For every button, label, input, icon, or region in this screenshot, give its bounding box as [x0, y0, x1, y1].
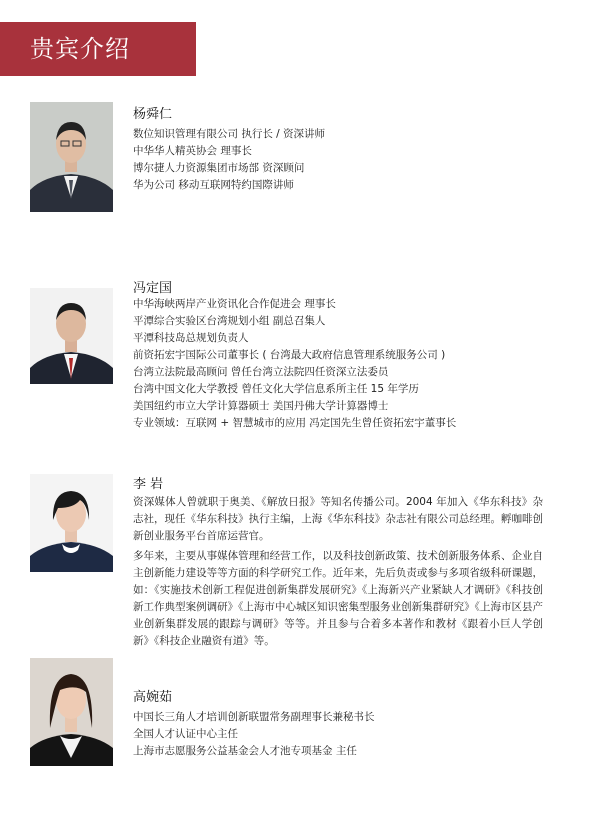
guest-photo — [30, 658, 113, 766]
detail-line: 华为公司 移动互联网特约国際讲师 — [133, 179, 294, 191]
guest-photo — [30, 288, 113, 384]
portrait-image — [30, 288, 113, 384]
detail-line: 台湾立法院最高顾问 曾任台湾立法院四任资深立法委员 — [133, 366, 389, 378]
detail-line: 平潭综合实验区台湾规划小组 副总召集人 — [133, 315, 326, 327]
detail-line: 美国纽约市立大学计算器硕士 美国丹佛大学计算器博士 — [133, 400, 389, 412]
header-banner — [0, 22, 196, 76]
portrait-image — [30, 658, 113, 766]
detail-line: 中华华人精英协会 理事长 — [133, 145, 252, 157]
guest-photo — [30, 102, 113, 212]
detail-line: 全国人才认证中心主任 — [133, 728, 238, 740]
guest-name: 高婉茹 — [133, 690, 173, 705]
detail-line: 中国长三角人才培训创新联盟常务副理事长兼秘书长 — [133, 711, 375, 723]
guest-details — [133, 494, 563, 653]
guest-details — [133, 296, 563, 432]
detail-line: 专业领域：互联网 + 智慧城市的应用 冯定国先生曾任资拓宏宇董事长 — [133, 417, 457, 429]
guest-details — [133, 709, 563, 760]
guest-photo — [30, 474, 113, 572]
detail-line: 台湾中国文化大学教授 曾任文化大学信息系所主任 15 年学历 — [133, 383, 419, 395]
detail-paragraph: 多年来，主要从事媒体管理和经营工作，以及科技创新政策、技术创新服务体系、企业自主创新能力建设等等方面的科学研究工作。近年来，先后负责或参与多项省级科研课题，如：《实施技术创新工程促进创新集群发展研究》《上海新兴产业紧缺人才调研》《科技创新工作典型案例调研》《上海市中心城区知识密集型服务业创新集群研究》《上海市区县产业创新集群发展的跟踪与调研》等等。并且参与合着多本著作和教材《跟着小巨人学创新》《科技企业融资有道》等。 — [133, 550, 543, 647]
detail-line: 平潭科技岛总规划负责人 — [133, 332, 249, 344]
detail-line: 博尔捷人力资源集团市场部 资深顾问 — [133, 162, 305, 174]
guest-details — [133, 126, 563, 194]
page-title: 贵宾介绍 — [30, 35, 130, 63]
guest-name: 杨舜仁 — [133, 107, 173, 122]
portrait-image — [30, 102, 113, 212]
detail-line: 前资拓宏宇国际公司董事长 ( 台湾最大政府信息管理系统服务公司 ) — [133, 349, 446, 361]
guest-name: 李 岩 — [133, 477, 164, 492]
detail-line: 中华海峡两岸产业资讯化合作促进会 理事长 — [133, 298, 336, 310]
portrait-image — [30, 474, 113, 572]
detail-line: 上海市志愿服务公益基金会人才池专项基金 主任 — [133, 745, 357, 757]
detail-line: 数位知识管理有限公司 执行长 / 资深讲师 — [133, 128, 326, 140]
guest-name: 冯定国 — [133, 281, 173, 296]
detail-paragraph: 资深媒体人曾就职于奥美、《解放日报》等知名传播公司。2004 年加入《华东科技》杂志社，现任《华东科技》执行主编，上海《华东科技》杂志社有限公司总经理。孵咖啡创新创业服务平台首席运营官。 — [133, 496, 543, 542]
